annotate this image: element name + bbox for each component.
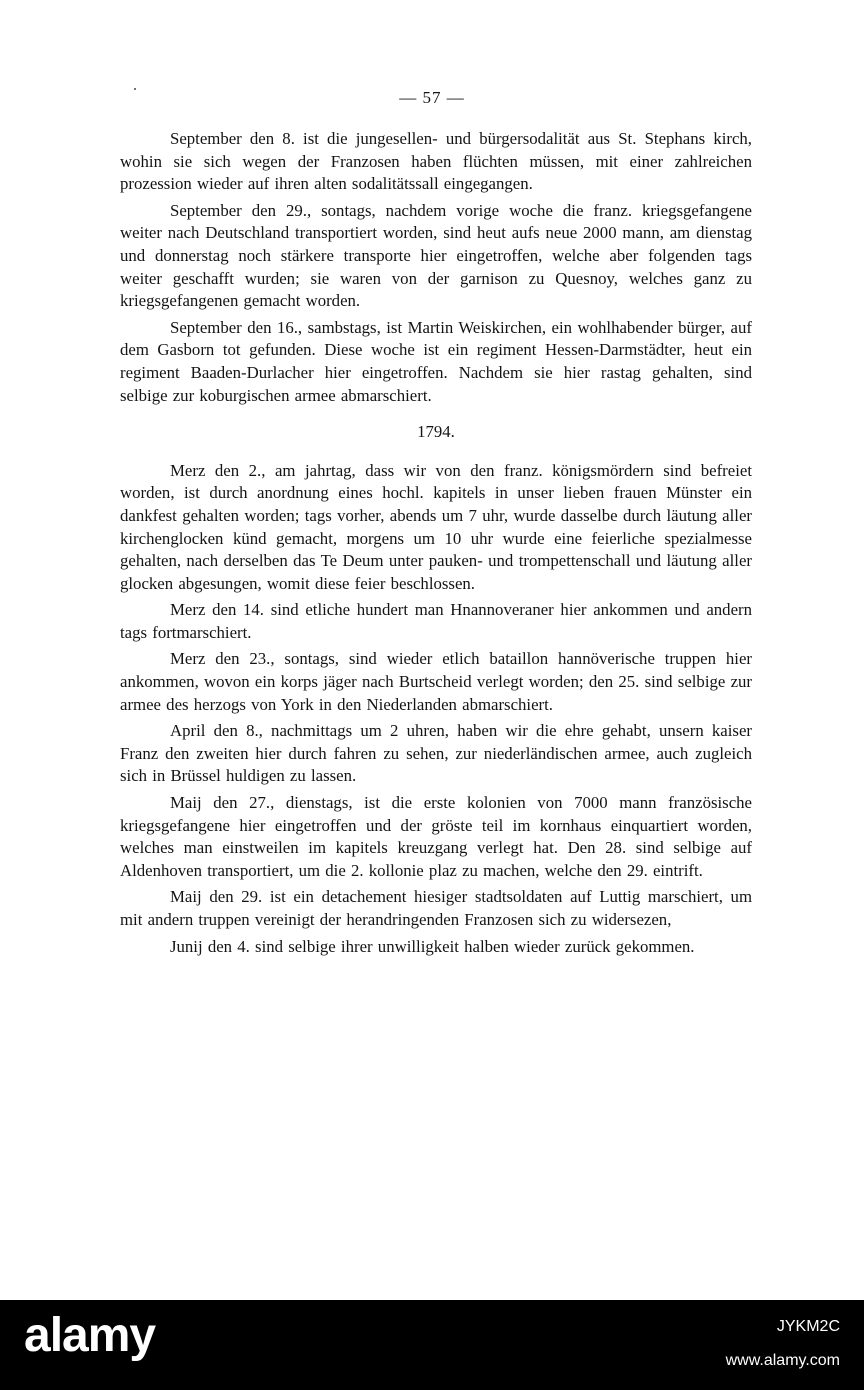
paragraph-september-8: September den 8. ist die jungesellen- und bürgersodalität aus St. Stephans kirch, wohin sie sich wegen der Franzosen haben flüchten müssen, mit einer zahlreichen prozession wieder auf ihren alten sodalitätssall eingegangen. <box>120 129 752 194</box>
paragraph-maij-27: Maij den 27., dienstags, ist die erste kolonien von 7000 mann französische kriegsgefangene hier eingetroffen und der gröste teil im kornhaus einquartiert worden, welches man einstweilen im kapitels kreuzgang verlegt hat. Den 28. sind selbige auf Aldenhoven transportiert, um die 2. kollonie plaz zu machen, welche den 29. eintrift. <box>120 793 752 880</box>
paragraph-merz-2: Merz den 2., am jahrtag, dass wir von den franz. königsmördern sind befreiet worden, ist durch anordnung eines hochl. kapitels in unser lieben frauen Münster ein dankfest gehalten worden; tags vorher, abends um 7 uhr, wurde dasselbe durch läutung aller kirchenglocken künd gemacht, morgens um 10 uhr wurde eine feierliche spezialmesse gehalten, nach derselben das Te Deum unter pauken- und trompettenschall und läutung aller glocken abgesungen, womit diese feier beschlossen. <box>120 460 752 593</box>
paragraph-maij-29: Maij den 29. ist ein detachement hiesiger stadtsoldaten auf Luttig marschiert, um mit andern truppen vereinigt der herandringenden Franzosen sich zu widersezen, <box>120 887 752 929</box>
watermark-bar <box>0 1300 864 1390</box>
paragraph-september-29: September den 29., sontags, nachdem vorige woche die franz. kriegsgefangene weiter nach Deutschland transportiert worden, sind heut aufs neue 2000 mann, am dienstag und donnerstag noch stärkere transporte hier eingetroffen, welche aber folgenden tags weiter geschafft wurden; sie waren von der garnison zu Quesnoy, welches ganz zu kriegsgefangenen gemacht worden. <box>120 200 752 311</box>
paragraph-junij-4: Junij den 4. sind selbige ihrer unwilligkeit halben wieder zurück gekommen. <box>170 936 695 956</box>
page-number: — 57 — <box>399 88 465 107</box>
paragraph-september-16: September den 16., sambstags, ist Martin Weiskirchen, ein wohlhabender bürger, auf dem Gasborn tot gefunden. Diese woche ist ein regiment Hessen-Darmstädter, heut ein regiment Baaden-Durlacher hier eingetroffen. Nachdem sie hier rastag gehalten, sind selbige zur koburgischen armee abmarschiert. <box>120 317 752 405</box>
year-heading: 1794. <box>417 422 455 442</box>
watermark-url: www.alamy.com <box>725 1352 840 1369</box>
paragraph-merz-23: Merz den 23., sontags, sind wieder etlich bataillon hannöverische truppen hier ankommen, wovon ein korps jäger nach Burtscheid verlegt worden; den 25. sind selbige zur armee des herzogs von York in den Niederlanden abmarschiert. <box>120 649 752 714</box>
alamy-logo: alamy <box>24 1309 156 1362</box>
image-id: JYKM2C <box>776 1318 840 1335</box>
paragraph-merz-14: Merz den 14. sind etliche hundert man Hnannoveraner hier ankommen und andern tags fortmarschiert. <box>120 600 752 642</box>
paragraph-april-8: April den 8., nachmittags um 2 uhren, haben wir die ehre gehabt, unsern kaiser Franz den zweiten hier durch fahren zu sehen, zur niederländischen armee, auch zugleich sich in Brüssel huldigen zu lassen. <box>120 721 752 786</box>
text-body <box>120 128 752 962</box>
